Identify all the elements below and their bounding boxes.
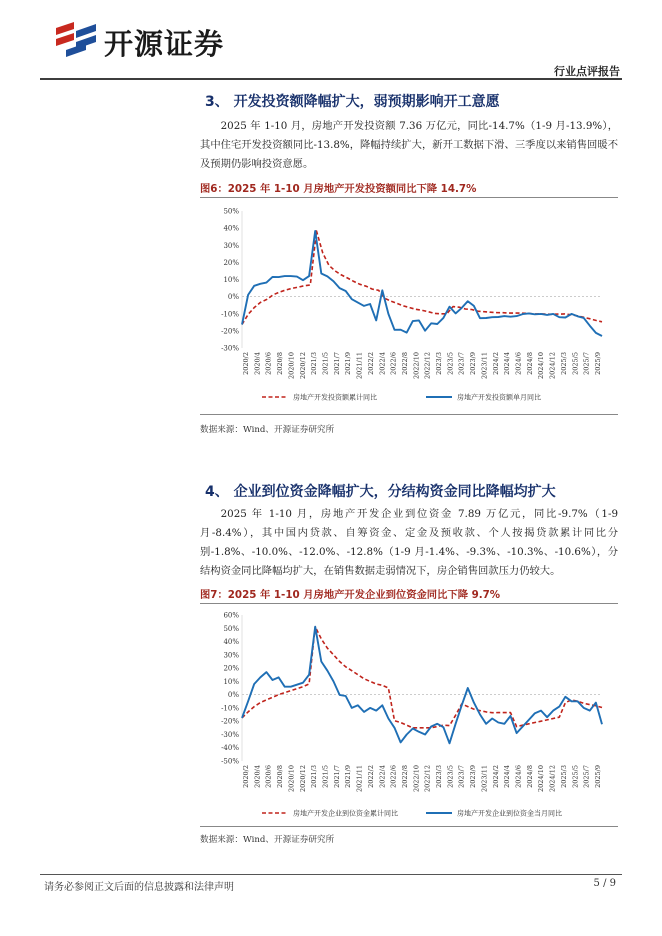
section-4-title: 4、 企业到位资金降幅扩大，分结构资金同比降幅均扩大: [205, 484, 556, 500]
x-tick-label: 2024/12: [548, 352, 557, 380]
y-tick-label: -20%: [221, 327, 239, 336]
x-tick-label: 2023/7: [457, 765, 466, 788]
x-tick-label: 2022/12: [423, 352, 432, 380]
x-tick-label: 2023/3: [435, 765, 444, 788]
legend-label: 房地产开发投资额累计同比: [293, 393, 377, 402]
y-tick-label: 20%: [223, 664, 239, 673]
legend-label: 房地产开发投资额单月同比: [457, 393, 541, 402]
x-tick-label: 2022/2: [366, 765, 375, 788]
y-tick-label: -30%: [221, 344, 239, 353]
section-4-text: 2025 年 1-10 月，房地产开发企业到位资金 7.89 万亿元，同比-9.7%（1-9 月-8.4%），其中国内贷款、自筹资金、定金及预收款、个人按揭贷款累计同比分别-1.8%、-10.0%、-12.0%、-12.8%（1-9 月-1.4%、-9.3%、-10.3%、-10.6%），分结构资金同比降幅均扩大，在销售数据走弱情况下，房企销售回款压力仍较大。: [200, 508, 618, 577]
x-tick-label: 2025/3: [559, 765, 568, 788]
y-tick-label: -40%: [221, 744, 239, 753]
cumulative-yoy-line: [242, 231, 602, 325]
x-tick-label: 2022/12: [423, 765, 432, 793]
x-tick-label: 2022/10: [412, 765, 421, 793]
x-tick-label: 2020/6: [264, 765, 273, 788]
footer-disclaimer: 请务必参阅正文后面的信息披露和法律声明: [44, 882, 234, 893]
x-tick-label: 2024/2: [491, 352, 500, 375]
figure-7-caption: 图7：2025 年 1-10 月房地产开发企业到位资金同比下降 9.7%: [200, 589, 501, 601]
y-tick-label: 40%: [223, 638, 239, 647]
x-tick-label: 2024/4: [503, 352, 512, 375]
figure-6-bottom-rule: [200, 414, 618, 415]
x-tick-label: 2023/9: [469, 765, 478, 788]
x-tick-label: 2023/11: [480, 352, 489, 380]
x-tick-label: 2020/2: [242, 765, 250, 788]
x-tick-label: 2023/11: [480, 765, 489, 793]
y-tick-label: 20%: [223, 258, 239, 267]
footer-divider: [40, 874, 622, 875]
x-tick-label: 2024/8: [525, 352, 534, 375]
monthly-yoy-line: [242, 627, 602, 744]
company-name: 开源证券: [104, 27, 225, 61]
company-logo-mark: [52, 20, 100, 62]
legend-label: 房地产开发企业到位资金当月同比: [457, 809, 562, 818]
figure-6-top-rule: [200, 197, 618, 198]
y-tick-label: -50%: [221, 757, 239, 766]
y-tick-label: 0%: [227, 691, 239, 700]
x-tick-label: 2021/7: [332, 352, 341, 375]
x-tick-label: 2020/8: [276, 765, 285, 788]
legend-label: 房地产开发企业到位资金累计同比: [293, 809, 398, 818]
x-tick-label: 2020/4: [253, 352, 262, 375]
x-tick-label: 2023/3: [435, 352, 444, 375]
x-tick-label: 2022/4: [378, 765, 387, 788]
x-tick-label: 2020/10: [287, 352, 296, 380]
x-tick-label: 2022/8: [400, 765, 409, 788]
monthly-yoy-line: [242, 231, 602, 336]
figure-6-chart: [200, 200, 618, 410]
x-tick-label: 2021/3: [310, 765, 319, 788]
x-tick-label: 2024/8: [525, 765, 534, 788]
x-tick-label: 2022/4: [378, 352, 387, 375]
section-4-paragraph: [200, 505, 618, 581]
x-tick-label: 2020/8: [276, 352, 285, 375]
x-tick-label: 2023/9: [469, 352, 478, 375]
x-tick-label: 2025/3: [559, 352, 568, 375]
figure-7-bottom-rule: [200, 826, 618, 827]
y-tick-label: 10%: [223, 276, 239, 284]
y-tick-label: -10%: [221, 704, 239, 713]
section-3-text: 2025 年 1-10 月，房地产开发投资额 7.36 万亿元，同比-14.7%（1-9 月-13.9%），其中住宅开发投资额同比-13.8%，降幅持续扩大，新开工数据下滑、三季度以来销售回暖不及预期仍影响投资意愿。: [200, 120, 618, 170]
y-tick-label: -10%: [221, 310, 239, 319]
y-tick-label: 30%: [223, 651, 239, 660]
x-tick-label: 2022/6: [389, 352, 398, 375]
x-tick-label: 2021/3: [310, 352, 319, 375]
page-number: 5 / 9: [593, 878, 616, 889]
cumulative-yoy-line: [242, 627, 602, 728]
x-tick-label: 2020/12: [298, 352, 307, 380]
y-tick-label: 60%: [223, 611, 239, 620]
x-tick-label: 2023/5: [446, 352, 455, 375]
x-tick-label: 2024/6: [514, 765, 523, 788]
x-tick-label: 2020/4: [253, 765, 262, 788]
x-tick-label: 2025/7: [582, 352, 591, 375]
section-3-paragraph: [200, 117, 618, 174]
header-divider: [40, 78, 622, 80]
x-tick-label: 2024/6: [514, 352, 523, 375]
x-tick-label: 2024/2: [491, 765, 500, 788]
x-tick-label: 2021/11: [355, 352, 364, 380]
figure-6-source: 数据来源：Wind、开源证券研究所: [200, 425, 335, 435]
x-tick-label: 2020/12: [298, 765, 307, 793]
y-tick-label: 50%: [223, 207, 239, 216]
x-tick-label: 2021/5: [321, 352, 330, 375]
x-tick-label: 2022/8: [400, 352, 409, 375]
x-tick-label: 2023/7: [457, 352, 466, 375]
figure-7-chart: [200, 606, 618, 822]
x-tick-label: 2021/9: [344, 352, 353, 375]
x-tick-label: 2024/10: [537, 765, 546, 793]
x-tick-label: 2024/12: [548, 765, 557, 793]
report-type-label: 行业点评报告: [554, 65, 620, 78]
x-tick-label: 2025/9: [594, 352, 602, 375]
x-tick-label: 2024/4: [503, 765, 512, 788]
section-3-title: 3、 开发投资额降幅扩大，弱预期影响开工意愿: [205, 94, 500, 110]
y-tick-label: 10%: [223, 677, 239, 686]
x-tick-label: 2025/7: [582, 765, 591, 788]
y-tick-label: 0%: [227, 293, 239, 302]
figure-6-caption: 图6：2025 年 1-10 月房地产开发投资额同比下降 14.7%: [200, 183, 477, 195]
x-tick-label: 2020/10: [287, 765, 296, 793]
x-tick-label: 2021/9: [344, 765, 353, 788]
x-tick-label: 2025/5: [571, 352, 580, 375]
x-tick-label: 2023/5: [446, 765, 455, 788]
x-tick-label: 2022/2: [366, 352, 375, 375]
figure-7-top-rule: [200, 603, 618, 604]
x-tick-label: 2021/5: [321, 765, 330, 788]
x-tick-label: 2021/11: [355, 765, 364, 793]
x-tick-label: 2022/6: [389, 765, 398, 788]
y-tick-label: -30%: [221, 730, 239, 739]
x-tick-label: 2025/5: [571, 765, 580, 788]
x-tick-label: 2020/6: [264, 352, 273, 375]
y-tick-label: 30%: [223, 241, 239, 250]
x-tick-label: 2025/9: [594, 765, 602, 788]
y-tick-label: -20%: [221, 717, 239, 726]
figure-7-source: 数据来源：Wind、开源证券研究所: [200, 835, 335, 845]
x-tick-label: 2022/10: [412, 352, 421, 380]
y-tick-label: 40%: [223, 224, 239, 233]
x-tick-label: 2021/7: [332, 765, 341, 788]
x-tick-label: 2020/2: [242, 352, 250, 375]
x-tick-label: 2024/10: [537, 352, 546, 380]
y-tick-label: 50%: [223, 624, 239, 633]
